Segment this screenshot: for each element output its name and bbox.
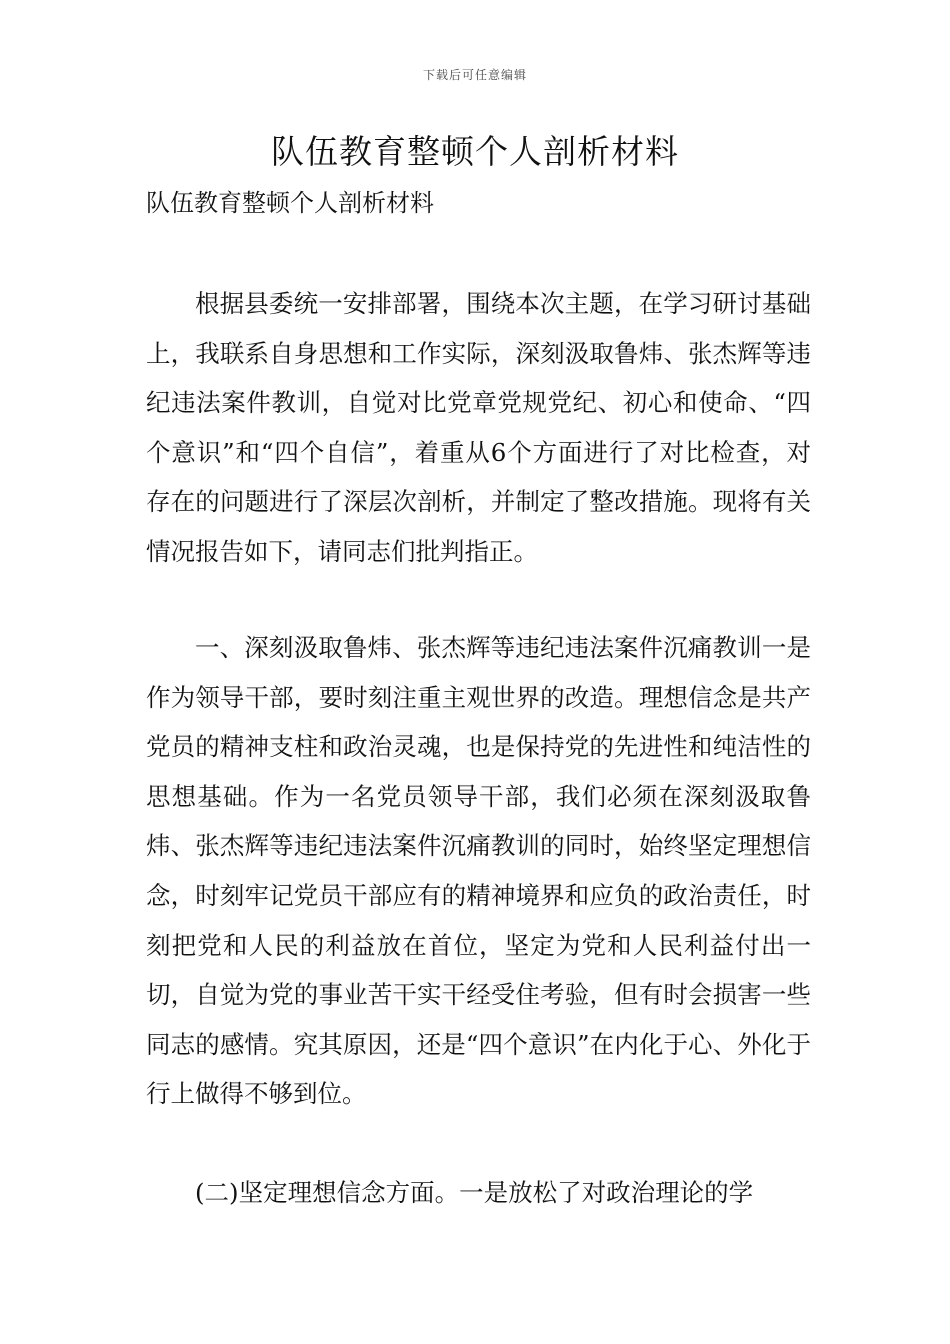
document-title: 队伍教育整顿个人剖析材料 xyxy=(271,132,679,171)
section-one-paragraph: 一、深刻汲取鲁炜、张杰辉等违纪违法案件沉痛教训一是作为领导干部，要时刻注重主观世界的改造。理想信念是共产党员的精神支柱和政治灵魂，也是保持党的先进性和纯洁性的思想基础。作为一名党员领导干部，我们必须在深刻汲取鲁炜、张杰辉等违纪违法案件沉痛教训的同时，始终坚定理想信念，时刻牢记党员干部应有的精神境界和应负的政治责任，时刻把党和人民的利益放在首位，坚定为党和人民利益付出一切，自觉为党的事业苦干实干经受住考验，但有时会损害一些同志的感情。究其原因，还是“四个意识”在内化于心、外化于行上做得不够到位。 xyxy=(146,633,811,1109)
header-note: 下载后可任意编辑 xyxy=(422,68,527,82)
intro-paragraph: 根据县委统一安排部署，围绕本次主题，在学习研讨基础上，我联系自身思想和工作实际，深刻汲取鲁炜、张杰辉等违纪违法案件教训，自觉对比党章党规党纪、初心和使命、“四个意识”和“四个自信”，着重从6个方面进行了对比检查，对存在的问题进行了深层次剖析，并制定了整改措施。现将有关情况报告如下，请同志们批判指正。 xyxy=(146,289,811,566)
section-two-paragraph: (二)坚定理想信念方面。一是放松了对政治理论的学 xyxy=(195,1178,754,1207)
document-subtitle: 队伍教育整顿个人剖析材料 xyxy=(146,189,434,217)
